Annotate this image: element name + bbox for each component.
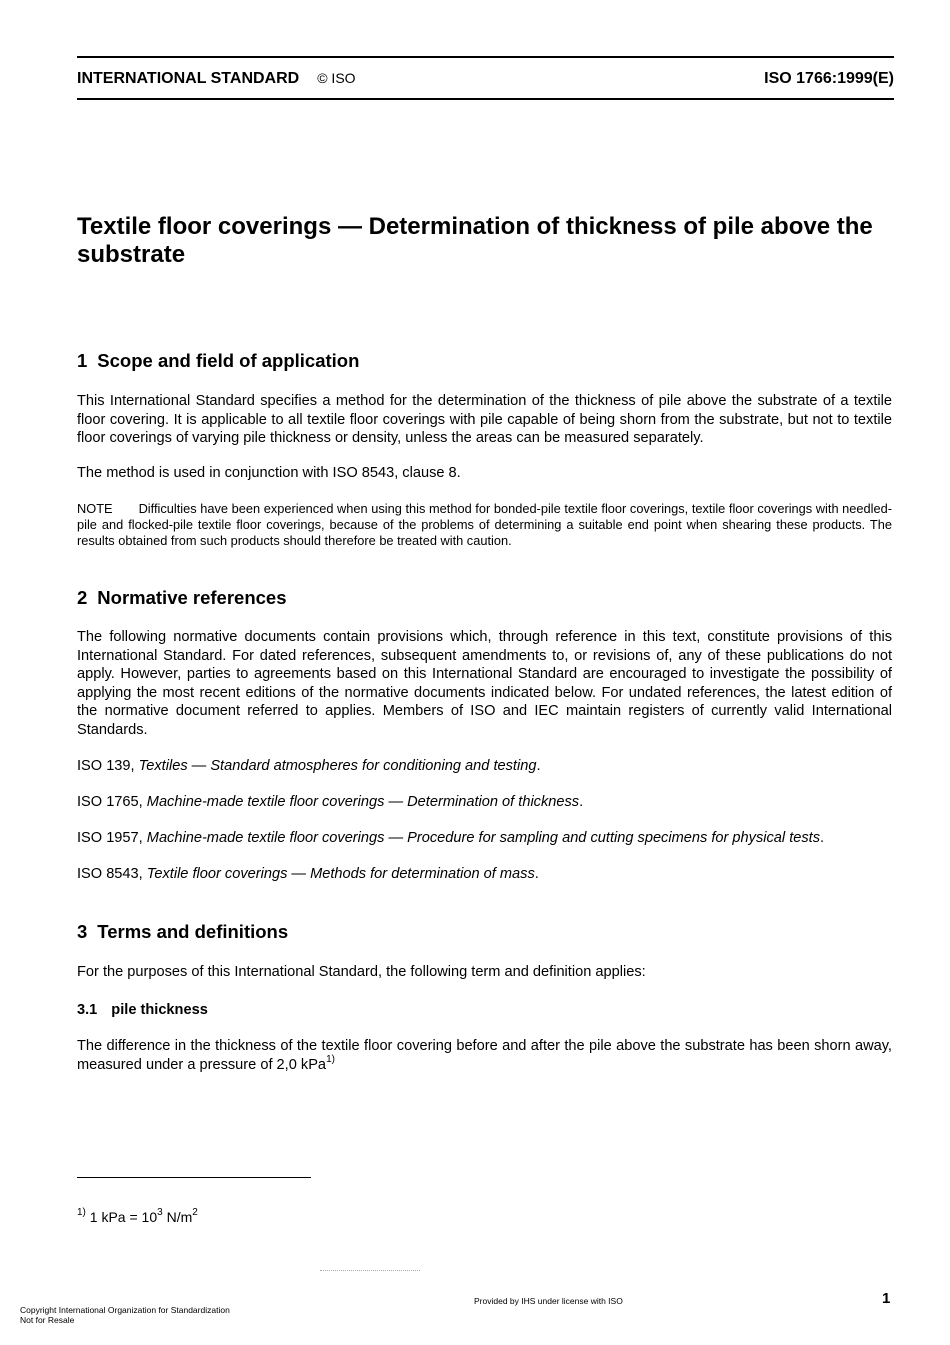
section-3-paragraph: For the purposes of this International Standard, the following term and definition applies:: [77, 964, 646, 980]
section-2-heading: [77, 587, 287, 609]
definition-text: The difference in the thickness of the textile floor covering before and after the pile above the substrate has been shorn away, measured under a pressure of 2,0 kPa: [77, 1038, 892, 1073]
footnote: [77, 1209, 198, 1225]
section-1-heading: [77, 350, 359, 372]
header-document-id: ISO 1766:1999(E): [764, 70, 894, 87]
note-text: Difficulties have been experienced when using this method for bonded-pile textile floor coverings, textile floor coverings with needled-pile and flocked-pile textile floor coverings, because of the problems of determining a suitable end point when shearing these products. The results obtained from such products should therefore be treated with caution.: [77, 501, 892, 548]
reference-title: Textiles — Standard atmospheres for conditioning and testing: [138, 758, 537, 774]
reference-title: Machine-made textile floor coverings — Determination of thickness: [146, 794, 580, 810]
footnote-text: 1 kPa = 10: [85, 1209, 158, 1225]
reference-end: .: [820, 830, 825, 846]
subsection-number: 3.1: [77, 1002, 98, 1018]
page-number: 1: [882, 1290, 891, 1307]
footer-copyright: [20, 1305, 230, 1325]
header-copyright: © ISO: [317, 70, 356, 86]
section-title: Scope and field of application: [97, 350, 360, 371]
reference-code: ISO 139,: [77, 758, 135, 774]
section-title: Terms and definitions: [97, 921, 289, 942]
subsection-title: pile thickness: [111, 1002, 208, 1018]
reference-end: .: [579, 794, 584, 810]
footer-copyright-line-2: Not for Resale: [20, 1315, 75, 1325]
section-number: 1: [77, 350, 88, 371]
reference-title: Machine-made textile floor coverings — Procedure for sampling and cutting specimens for physical tests: [146, 830, 821, 846]
section-2-paragraph: The following normative documents contain provisions which, through reference in this text, constitute provisions of this International Standard. For dated references, subsequent amendments to, or revisions of, any of these publications do not apply. However, parties to agreements based on this International Standard are encouraged to investigate the possibility of applying the most recent editions of the normative documents indicated below. For undated references, the latest edition of the normative document referred to applies. Members of ISO and IEC maintain registers of currently valid International Standards.: [77, 629, 892, 738]
reference-item: [77, 793, 907, 811]
footnote-mark: 1): [77, 1207, 86, 1219]
reference-item: [77, 757, 907, 775]
footnote-ref: 1): [326, 1053, 335, 1065]
header-left: [77, 70, 356, 88]
section-1-paragraph-2: The method is used in conjunction with ISO 8543, clause 8.: [77, 465, 461, 481]
reference-code: ISO 8543,: [77, 866, 143, 882]
footnote-exponent-2: 2: [192, 1207, 198, 1219]
faint-watermark-dots: [320, 1270, 420, 1274]
reference-code: ISO 1957,: [77, 830, 143, 846]
reference-end: .: [536, 758, 541, 774]
section-1-note: [77, 501, 892, 548]
definition-paragraph: [77, 1037, 892, 1074]
note-label: NOTE: [77, 501, 113, 516]
header-top-rule: [77, 56, 894, 58]
footnote-divider: [77, 1177, 311, 1178]
section-number: 2: [77, 587, 88, 608]
section-number: 3: [77, 921, 88, 942]
subsection-3-1-heading: [77, 1002, 208, 1018]
header-bottom-rule: [77, 98, 894, 100]
reference-code: ISO 1765,: [77, 794, 143, 810]
footer-copyright-line-1: Copyright International Organization for Standardization: [20, 1305, 230, 1315]
section-3-heading: [77, 921, 288, 943]
document-title: Textile floor coverings — Determination of thickness of pile above the substrate: [77, 213, 873, 268]
section-1-paragraph: This International Standard specifies a method for the determination of the thickness of pile above the substrate of a textile floor covering. It is applicable to all textile floor coverings with pile capable of being shorn from the substrate, but not to textile floor coverings of varying pile thickness or density, unless the areas can be measured separately.: [77, 393, 892, 446]
header-standard-label: INTERNATIONAL STANDARD: [77, 70, 300, 87]
reference-title: Textile floor coverings — Methods for determination of mass: [146, 866, 535, 882]
footnote-text-unit: N/m: [162, 1209, 193, 1225]
section-title: Normative references: [97, 587, 287, 608]
reference-end: .: [534, 866, 539, 882]
footer-provided-by: Provided by IHS under license with ISO: [474, 1296, 623, 1306]
reference-item: [77, 829, 907, 847]
reference-item: [77, 865, 907, 883]
footnote-exponent: 3: [157, 1207, 163, 1219]
